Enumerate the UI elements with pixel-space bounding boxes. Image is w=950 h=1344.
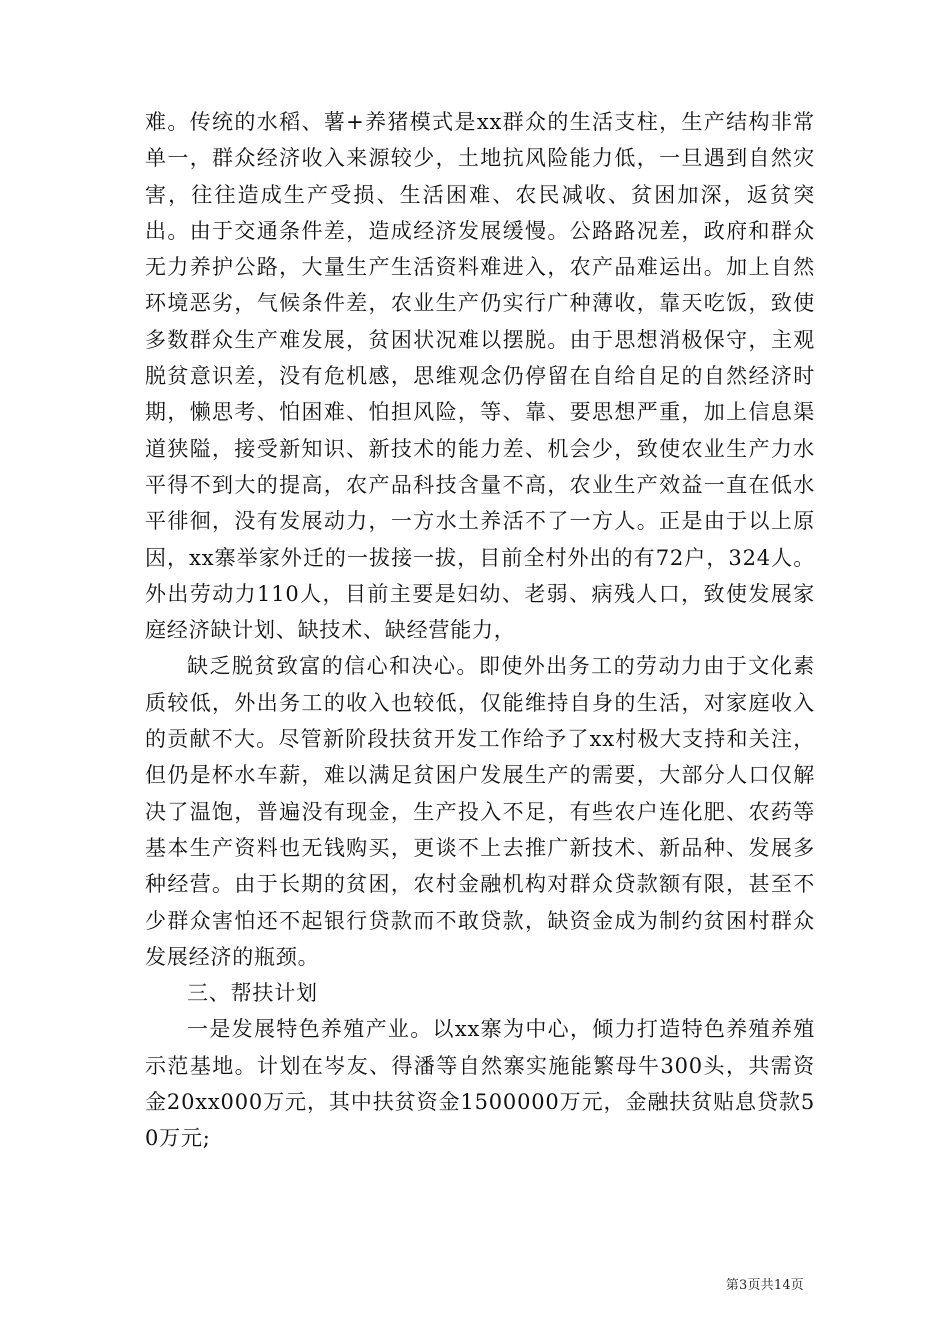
document-body [145, 104, 815, 1157]
paragraph-funding: 缺乏脱贫致富的信心和决心。即使外出务工的劳动力由于文化素质较低，外出务工的收入也较低，仅能维持自身的生活，对家庭收入的贡献不大。尽管新阶段扶贫开发工作给予了xx村极大支持和关注，但仍是杯水车薪，难以满足贫困户发展生产的需要，大部分人口仅解决了温饱，普遍没有现金，生产投入不足，有些农户连化肥、农药等基本生产资料也无钱购买，更谈不上去推广新技术、新品种、发展多种经营。由于长期的贫困，农村金融机构对群众贷款额有限，甚至不少群众害怕还不起银行贷款而不敢贷款，缺资金成为制约贫困村群众发展经济的瓶颈。 [145, 654, 815, 969]
paragraph-continuation: 难。传统的水稻、薯+养猪模式是xx群众的生活支柱，生产结构非常单一，群众经济收入来源较少，土地抗风险能力低，一旦遇到自然灾害，往往造成生产受损、生活困难、农民减收、贫困加深，返贫突出。由于交通条件差，造成经济发展缓慢。公路路况差，政府和群众无力养护公路，大量生产生活资料难进入，农产品难运出。加上自然环境恶劣，气候条件差，农业生产仍实行广种薄收，靠天吃饭，致使多数群众生产难发展，贫困状况难以摆脱。由于思想消极保守，主观脱贫意识差，没有危机感，思维观念仍停留在自给自足的自然经济时期，懒思考、怕困难、怕担风险，等、靠、要思想严重，加上信息渠道狭隘，接受新知识、新技术的能力差、机会少，致使农业生产力水平得不到大的提高，农产品科技含量不高，农业生产效益一直在低水平徘徊，没有发展动力，一方水土养活不了一方人。正是由于以上原因，xx寨举家外迁的一拔接一拔，目前全村外出的有72户，324人。外出劳动力110人，目前主要是妇幼、老弱、病残人口，致使发展家庭经济缺计划、缺技术、缺经营能力， [145, 110, 815, 643]
section-heading-assistance-plan: 三、帮扶计划 [187, 981, 318, 1006]
page-number-footer: 第3页共14页 [725, 1278, 804, 1293]
paragraph-breeding-industry: 一是发展特色养殖产业。以xx寨为中心，倾力打造特色养殖养殖示范基地。计划在岑友、得潘等自然寨实施能繁母牛300头，共需资金20xx000万元，其中扶贫资金1500000万元，金融扶贫贴息贷款50万元; [145, 1017, 815, 1151]
